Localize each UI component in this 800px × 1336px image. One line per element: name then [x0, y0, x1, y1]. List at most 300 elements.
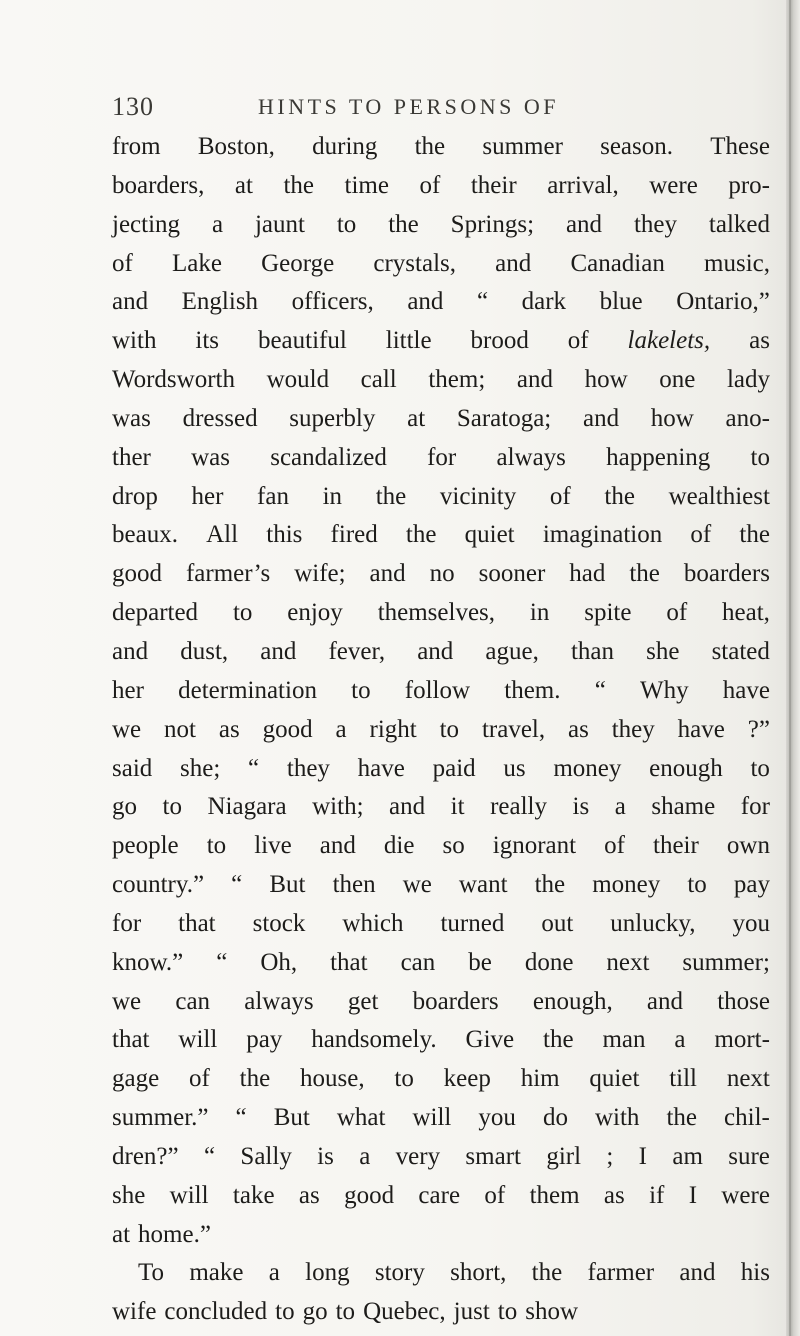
word: their: [470, 171, 517, 199]
word: go: [112, 793, 137, 821]
word: during: [312, 133, 378, 160]
page-header: [112, 92, 772, 122]
word: Sally: [240, 1142, 292, 1170]
word: departed: [112, 599, 199, 627]
word: English: [181, 288, 259, 316]
word: want: [458, 871, 508, 899]
word: happening: [606, 443, 711, 471]
word: have: [722, 676, 770, 704]
word: “: [476, 288, 489, 316]
word: ther: [112, 443, 151, 471]
word: for: [740, 793, 770, 821]
word: brood: [470, 327, 529, 355]
word: fired: [330, 521, 378, 549]
word: those: [717, 987, 770, 1015]
word: Quebec,: [363, 1298, 446, 1326]
word: Ontario,”: [676, 288, 770, 316]
word: and: [516, 366, 553, 394]
text-line: [112, 866, 770, 905]
word: “: [216, 948, 228, 976]
word: how: [650, 404, 694, 432]
word: Give: [465, 1026, 515, 1054]
word: said: [112, 754, 153, 782]
word: of: [419, 171, 441, 199]
word: quiet: [589, 1065, 640, 1093]
word: and: [260, 637, 297, 665]
word: crystals,: [373, 249, 457, 277]
word: To: [138, 1259, 165, 1287]
word: die: [383, 832, 415, 860]
word: turned: [440, 909, 505, 937]
word: always: [496, 443, 566, 471]
word: will: [412, 1104, 452, 1132]
word: next: [606, 948, 650, 976]
word: is: [572, 793, 590, 821]
word: Wordsworth: [112, 366, 235, 394]
text-line: [112, 1021, 770, 1060]
word: officers,: [291, 288, 374, 316]
word: music,: [704, 249, 770, 277]
word: a: [268, 1259, 280, 1287]
word: talked: [708, 210, 770, 238]
word: “: [203, 1142, 216, 1170]
word: at: [112, 1220, 131, 1248]
word: Oh,: [260, 948, 298, 976]
word: and: [319, 832, 356, 860]
word: own: [726, 832, 770, 860]
word: a: [674, 1026, 686, 1054]
word: themselves,: [377, 599, 496, 627]
word: Boston,: [197, 133, 275, 160]
word: no: [429, 560, 455, 588]
word: handsomely.: [311, 1026, 437, 1054]
word: jecting: [112, 210, 181, 238]
word: show: [525, 1298, 579, 1326]
word: be: [468, 948, 492, 976]
word: am: [672, 1142, 703, 1170]
word: and: [495, 249, 532, 277]
word: really: [490, 793, 548, 821]
word: sure: [728, 1142, 770, 1170]
text-line: [112, 322, 770, 361]
word: I: [688, 1181, 698, 1209]
word: stated: [711, 637, 770, 665]
word: fan: [257, 482, 289, 510]
word: as: [749, 327, 770, 355]
text-line: [112, 1293, 770, 1332]
word: good: [262, 715, 313, 743]
word: short,: [450, 1259, 507, 1287]
word: not: [164, 715, 196, 743]
word: had: [569, 560, 606, 588]
word: the: [388, 210, 419, 238]
word: next: [726, 1065, 770, 1093]
word: us: [503, 754, 526, 782]
word: to: [394, 1065, 414, 1093]
text-line: [112, 1138, 770, 1177]
word: the: [543, 1026, 574, 1054]
word: story: [374, 1259, 425, 1287]
word: money: [592, 871, 661, 899]
text-line: [112, 245, 770, 284]
word: as: [568, 715, 589, 743]
word: they: [611, 715, 655, 743]
word: dark: [521, 288, 567, 316]
word: always: [244, 987, 314, 1015]
word: “: [231, 871, 243, 899]
word: for: [427, 443, 457, 471]
word: his: [740, 1259, 770, 1287]
word: and: [112, 637, 149, 665]
word: you: [478, 1104, 516, 1132]
word: chil-: [724, 1104, 770, 1132]
word: ;: [606, 1142, 614, 1170]
word: boarders: [412, 987, 499, 1015]
word: the: [666, 1104, 698, 1132]
word: she;: [180, 754, 221, 782]
word: have: [677, 715, 725, 743]
word: enough,: [532, 987, 613, 1015]
word: at: [407, 404, 426, 432]
word: wealthiest: [668, 482, 770, 510]
word: in: [322, 482, 343, 510]
word: to: [351, 676, 371, 704]
word: man: [602, 1026, 646, 1054]
word: people: [112, 832, 179, 860]
word: you: [732, 909, 770, 937]
word: a: [614, 793, 626, 821]
word: to: [336, 210, 357, 238]
word: call: [360, 366, 397, 394]
word: paid: [432, 754, 476, 782]
word: house,: [300, 1065, 365, 1093]
word: we: [112, 987, 142, 1015]
word: them;: [428, 366, 486, 394]
word: can: [400, 948, 436, 976]
page-number: 130: [112, 92, 154, 121]
text-line: [112, 788, 770, 827]
word: girl: [546, 1142, 582, 1170]
text-line: [112, 283, 770, 322]
text-line: [112, 128, 770, 167]
word: for: [112, 909, 142, 937]
word: concluded: [164, 1298, 268, 1326]
word: and: [389, 793, 426, 821]
word: to: [275, 1298, 295, 1326]
word: These: [710, 133, 770, 160]
word: as: [218, 715, 240, 743]
word: to: [750, 754, 770, 782]
text-line: [112, 1177, 770, 1216]
word: if: [649, 1181, 665, 1209]
text-line: [112, 206, 770, 245]
word: her: [191, 482, 224, 510]
word: and: [369, 560, 406, 588]
word: were: [649, 171, 698, 199]
word: we: [402, 871, 432, 899]
word: blue: [599, 288, 643, 316]
word: wife;: [294, 560, 346, 588]
word: beautiful: [257, 327, 347, 355]
page-edge-line: [789, 0, 791, 1336]
word: make: [189, 1259, 244, 1287]
word: and: [417, 637, 454, 665]
word: the: [739, 521, 770, 549]
word: home.”: [138, 1220, 211, 1248]
word: Niagara: [207, 793, 287, 821]
word: take: [232, 1181, 275, 1209]
word: their: [653, 832, 699, 860]
word: the: [375, 482, 407, 510]
word: in: [529, 599, 550, 627]
word: can: [175, 987, 211, 1015]
word: sooner: [478, 560, 546, 588]
word: the: [239, 1065, 271, 1093]
word: smart: [465, 1142, 521, 1170]
text-line: [112, 400, 770, 439]
word: drop: [112, 482, 158, 510]
word: to: [497, 1298, 518, 1326]
word: pay: [733, 871, 770, 899]
word: will: [178, 1026, 218, 1054]
word: of: [567, 327, 589, 355]
word: a: [211, 210, 224, 238]
word: country.”: [112, 871, 205, 899]
text-line: [112, 633, 770, 672]
text-line: [112, 905, 770, 944]
word: was: [191, 443, 230, 471]
word: to: [750, 443, 770, 471]
word: as: [603, 1181, 625, 1209]
word: the: [531, 1259, 563, 1287]
word: mort-: [714, 1026, 770, 1054]
word: right: [369, 715, 417, 743]
word: have: [357, 754, 405, 782]
word: vicinity: [439, 482, 517, 510]
word: the: [534, 871, 566, 899]
word: farmer’s: [185, 560, 271, 588]
word: ignorant: [492, 832, 577, 860]
word: this: [266, 521, 303, 549]
word: the: [283, 171, 314, 199]
text-line: [112, 555, 770, 594]
word: go: [302, 1298, 328, 1326]
word: done: [524, 948, 574, 976]
text-line: [112, 594, 770, 633]
word: to: [206, 832, 227, 860]
word: shame: [651, 793, 716, 821]
word: “: [248, 754, 260, 782]
word: it: [450, 793, 465, 821]
word: and: [679, 1259, 716, 1287]
word: of: [604, 832, 625, 860]
word: with: [112, 327, 157, 355]
text-line: [112, 672, 770, 711]
word: of: [484, 1181, 506, 1209]
word: dressed: [182, 404, 258, 432]
word: pay: [246, 1026, 283, 1054]
word: and: [565, 210, 603, 238]
word: to: [439, 715, 460, 743]
word: ?”: [747, 715, 770, 743]
word: how: [584, 366, 628, 394]
word: the: [405, 521, 437, 549]
word: at: [234, 171, 253, 199]
word: them.: [504, 676, 561, 704]
word: which: [342, 909, 404, 937]
running-head: HINTS TO PERSONS OF: [258, 94, 560, 119]
word: good: [112, 560, 162, 588]
word: of: [549, 482, 571, 510]
word: its: [195, 327, 220, 355]
word: Saratoga;: [456, 404, 552, 432]
word: summer.”: [112, 1104, 209, 1132]
word: long: [305, 1259, 350, 1287]
word: scandalized: [270, 443, 387, 471]
word: a: [335, 715, 347, 743]
word: we: [112, 715, 142, 743]
text-line: [112, 167, 770, 206]
word: summer;: [682, 948, 770, 976]
word: of: [189, 1065, 210, 1093]
word: till: [669, 1065, 698, 1093]
text-line: [112, 750, 770, 789]
word: would: [266, 366, 330, 394]
word: of: [690, 521, 712, 549]
word: that: [112, 1026, 150, 1054]
word: were: [721, 1181, 770, 1209]
word: will: [169, 1181, 209, 1209]
word: Canadian: [570, 249, 665, 277]
word: keep: [443, 1065, 491, 1093]
word: so: [442, 832, 465, 860]
word: she: [112, 1181, 146, 1209]
word: heat,: [722, 599, 770, 627]
word: they: [286, 754, 330, 782]
word: and: [112, 288, 149, 316]
text-line: [112, 711, 770, 750]
text-line: [112, 1216, 770, 1255]
word: lady: [726, 366, 770, 394]
word: summer: [482, 133, 563, 160]
word: that: [330, 948, 368, 976]
word: unlucky,: [610, 909, 696, 937]
word: him: [520, 1065, 560, 1093]
word: she: [646, 637, 680, 665]
word: very: [395, 1142, 441, 1170]
word: of: [112, 249, 133, 277]
word: they: [633, 210, 677, 238]
word: know.”: [112, 948, 184, 976]
word: and: [582, 404, 620, 432]
word: care: [418, 1181, 461, 1209]
word: them: [529, 1181, 580, 1209]
word: farmer: [587, 1259, 655, 1287]
word: time: [344, 171, 389, 199]
word: “: [594, 676, 606, 704]
word: just: [453, 1298, 490, 1326]
word: imagination: [542, 521, 663, 549]
word: follow: [404, 676, 471, 704]
word: her: [112, 676, 144, 704]
word: beaux.: [112, 521, 178, 549]
word: But: [273, 1104, 310, 1132]
word: Why: [639, 676, 689, 704]
word: to: [232, 599, 253, 627]
text-line: [112, 1254, 770, 1293]
word: travel,: [481, 715, 546, 743]
word: to: [162, 793, 182, 821]
word: to: [335, 1298, 356, 1326]
word: quiet: [464, 521, 515, 549]
word: spite: [584, 599, 632, 627]
word: “: [235, 1104, 247, 1132]
text-line: [112, 516, 770, 555]
word: live: [254, 832, 292, 860]
word: was: [112, 404, 151, 432]
word: from: [112, 133, 161, 160]
word: good: [344, 1181, 395, 1209]
word: out: [541, 909, 574, 937]
word: with;: [312, 793, 364, 821]
word: fever,: [328, 637, 386, 665]
word: a: [359, 1142, 371, 1170]
word: than: [570, 637, 615, 665]
text-line: [112, 827, 770, 866]
word: the: [629, 560, 660, 588]
word: ague,: [485, 637, 539, 665]
word: determination: [178, 676, 317, 704]
word: of: [666, 599, 688, 627]
body-text: [112, 128, 770, 1332]
word: to: [687, 871, 707, 899]
word: money: [553, 754, 622, 782]
word: that: [178, 909, 216, 937]
word: boarders,: [112, 171, 205, 199]
word: pro-: [728, 171, 770, 199]
text-line: [112, 983, 770, 1022]
word: then: [332, 871, 376, 899]
word: get: [347, 987, 379, 1015]
text-line: [112, 944, 770, 983]
word: one: [659, 366, 696, 394]
word: do: [542, 1104, 568, 1132]
word: dust,: [180, 637, 229, 665]
word-italic: lakelets,: [627, 327, 711, 355]
text-line: [112, 1060, 770, 1099]
word: what: [336, 1104, 386, 1132]
word: Springs;: [450, 210, 535, 238]
word: All: [206, 521, 239, 549]
word: enjoy: [287, 599, 343, 627]
text-line: [112, 478, 770, 517]
word: jaunt: [254, 210, 305, 238]
word: is: [317, 1142, 334, 1170]
word: the: [604, 482, 635, 510]
word: little: [385, 327, 432, 355]
text-line: [112, 439, 770, 478]
word: gage: [112, 1065, 160, 1093]
word: superbly: [289, 404, 376, 432]
word: dren?”: [112, 1142, 179, 1170]
word: with: [594, 1104, 640, 1132]
word: Lake: [171, 249, 222, 277]
word: But: [269, 871, 306, 899]
word: boarders: [683, 560, 770, 588]
word: enough: [649, 754, 723, 782]
word: George: [261, 249, 335, 277]
word: and: [646, 987, 683, 1015]
